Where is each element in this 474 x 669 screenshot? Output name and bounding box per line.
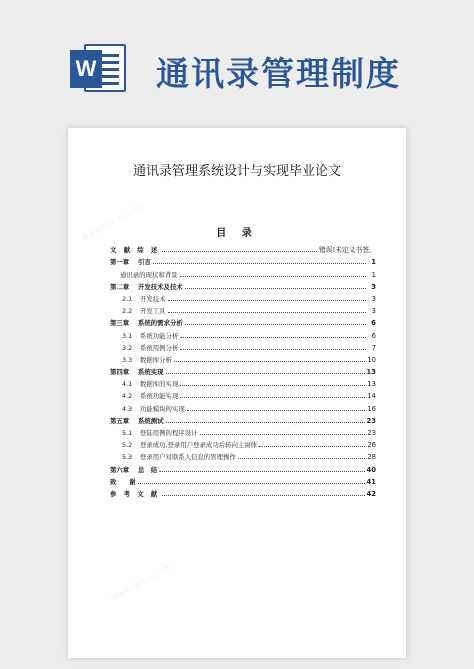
toc-entry[interactable] xyxy=(110,474,376,486)
toc-entry-page-number: 1 xyxy=(371,270,376,279)
toc-entry-number: 5.3 xyxy=(122,453,133,462)
toc-entry[interactable] xyxy=(110,400,376,412)
toc-entry-label: 总 结 xyxy=(138,465,158,474)
toc-entry-label: 系统实现 xyxy=(138,368,164,377)
toc-entry-number: 第二章 xyxy=(110,282,130,291)
toc-leader-dots xyxy=(200,433,366,435)
toc-entry-number: 3.2 xyxy=(122,343,133,352)
toc-leader-dots xyxy=(238,457,365,459)
toc-entry-label: 致 谢 xyxy=(110,477,136,486)
toc-entry-page-number: 28 xyxy=(367,453,376,462)
toc-leader-dots xyxy=(153,262,366,264)
toc-entry-number: 第六章 xyxy=(110,465,130,474)
toc-leader-dots xyxy=(187,409,366,411)
toc-entry-page-number: 23 xyxy=(367,429,376,437)
toc-entry-number: 2.2 xyxy=(122,307,133,316)
toc-entry-page-number: 6 xyxy=(371,331,376,340)
toc-entry-number: 第五章 xyxy=(110,416,130,425)
toc-entry[interactable] xyxy=(110,340,376,352)
document-title: 通讯录管理系统设计与实现毕业论文 xyxy=(132,164,341,179)
word-letter-tile: W xyxy=(70,50,102,88)
toc-entry-page-number: 7 xyxy=(371,343,376,352)
toc-leader-dots xyxy=(174,360,365,362)
toc-leader-dots xyxy=(180,384,365,386)
toc-leader-dots xyxy=(180,275,366,277)
toc-entry-page-number: 23 xyxy=(366,416,376,425)
table-of-contents xyxy=(110,242,376,498)
toc-entry-label: 数据库分析 xyxy=(140,355,172,364)
toc-entry-number: 4.1 xyxy=(122,380,133,389)
banner-title: 通讯录管理制度 xyxy=(156,54,401,93)
word-icon xyxy=(70,42,126,94)
toc-entry[interactable] xyxy=(110,437,376,449)
toc-leader-dots xyxy=(168,299,366,301)
toc-entry[interactable] xyxy=(110,486,376,498)
toc-entry[interactable] xyxy=(110,303,376,315)
toc-entry-label: 通讯录的现状和背景 xyxy=(120,270,178,279)
toc-entry[interactable] xyxy=(110,388,376,400)
toc-entry-label: 数据库的实现 xyxy=(140,380,179,389)
toc-entry-page-number: 1 xyxy=(371,258,376,267)
toc-entry-label: 功能模块的实现 xyxy=(140,404,185,413)
toc-entry[interactable] xyxy=(110,364,376,376)
toc-entry-number: 第一章 xyxy=(110,258,130,267)
toc-leader-dots xyxy=(180,396,365,398)
toc-entry-page-number: 26 xyxy=(367,441,376,450)
toc-entry-label: 系统功能实现 xyxy=(140,392,179,401)
toc-entry[interactable] xyxy=(110,315,376,327)
toc-entry-label: 系统的需求分析 xyxy=(138,319,183,328)
toc-entry-label: 开发技术 xyxy=(140,294,166,303)
toc-entry-label: 登陆用例的程序设计 xyxy=(140,429,198,437)
toc-entry-page-number: 13 xyxy=(366,368,376,377)
toc-leader-dots xyxy=(159,470,364,472)
toc-entry-page-number: 16 xyxy=(367,404,376,413)
toc-entry[interactable] xyxy=(110,254,376,266)
toc-entry-label: 文 献 综 述 xyxy=(110,246,160,255)
toc-leader-dots xyxy=(259,445,365,447)
toc-heading: 目 录 xyxy=(216,228,258,239)
toc-entry-label: 开发技术及技术 xyxy=(138,282,183,291)
toc-entry-page-number: 错误!未定义书签。 xyxy=(318,246,376,255)
toc-entry[interactable] xyxy=(110,449,376,461)
toc-entry-label: 登录成功,登录用户登录成功后转向主窗体 xyxy=(140,441,258,450)
toc-entry-label: 登录用户对联系人信息的管理操作 xyxy=(140,453,236,462)
toc-entry[interactable] xyxy=(110,242,376,254)
banner xyxy=(0,0,474,120)
toc-leader-dots xyxy=(166,372,365,374)
document-page: www.docx.com www.docx.com www.docx.com 通讯录管理系统设计与实现毕业论文 目 录 文 献 综 述 错误!未定义书签。 第一章 引言 1 通讯录的现状和背景 1 第二章 开发技术及技术 3 2.1 开发技术 3 2.2 开发工具 3 第三章 系统的需求分析 6 3.1 系统功能分析 6 3.2 系统用例分析 7 3.3 数据库分析 10 第四章 系统实现 13 4.1 数据库的实现 13 4.2 系统功能实现 14 4.3 功能模块的实现 16 第五章 系统测试 23 5.1 登陆用例的程序设计 23 5.2 登录成功,登录用户登录成功后转向主窗体 26 5.3 登录用户对联系人信息的管理操作 28 第六章 总 结 40 致 谢 41 参 考 文 献 42 xyxy=(68,128,406,658)
toc-entry-label: 开发工具 xyxy=(140,307,166,316)
toc-entry-label: 引言 xyxy=(138,258,151,267)
toc-entry-number: 第四章 xyxy=(110,368,130,377)
toc-entry-page-number: 3 xyxy=(371,294,376,303)
toc-entry-number: 5.2 xyxy=(122,441,133,450)
toc-entry-number: 4.2 xyxy=(122,392,133,401)
toc-entry[interactable] xyxy=(110,279,376,291)
toc-entry[interactable] xyxy=(110,376,376,388)
toc-entry-number: 3.1 xyxy=(122,331,133,340)
toc-entry-number: 4.3 xyxy=(122,404,133,413)
toc-leader-dots xyxy=(180,348,366,350)
toc-entry-label: 系统测试 xyxy=(138,416,164,425)
toc-entry-number: 5.1 xyxy=(122,429,133,437)
toc-entry-number: 3.3 xyxy=(122,355,133,364)
toc-leader-dots xyxy=(168,311,366,313)
toc-entry[interactable] xyxy=(110,291,376,303)
toc-entry[interactable] xyxy=(110,413,376,425)
toc-entry-label: 系统用例分析 xyxy=(140,343,179,352)
toc-entry-page-number: 41 xyxy=(366,477,376,486)
toc-leader-dots xyxy=(162,250,317,252)
toc-entry-number: 第三章 xyxy=(110,319,130,328)
toc-entry[interactable] xyxy=(110,461,376,473)
toc-leader-dots xyxy=(162,494,365,496)
toc-entry-number: 2.1 xyxy=(122,294,133,303)
toc-entry-label: 参 考 文 献 xyxy=(110,489,160,498)
toc-entry-page-number: 14 xyxy=(367,392,376,401)
toc-leader-dots xyxy=(185,323,366,325)
toc-entry-page-number: 10 xyxy=(367,355,376,364)
toc-entry-page-number: 3 xyxy=(371,282,376,291)
toc-leader-dots xyxy=(166,421,365,423)
toc-entry-page-number: 42 xyxy=(366,489,376,498)
toc-entry[interactable] xyxy=(110,327,376,339)
toc-entry[interactable] xyxy=(110,266,376,278)
toc-entry-label: 系统功能分析 xyxy=(140,331,179,340)
toc-leader-dots xyxy=(180,336,366,338)
toc-entry-page-number: 13 xyxy=(367,380,376,389)
toc-entry-page-number: 40 xyxy=(366,465,376,474)
toc-entry[interactable] xyxy=(110,425,376,437)
toc-leader-dots xyxy=(185,287,366,289)
toc-entry-page-number: 6 xyxy=(371,319,376,328)
toc-entry[interactable] xyxy=(110,352,376,364)
toc-leader-dots xyxy=(138,482,365,484)
toc-entry-page-number: 3 xyxy=(371,307,376,316)
